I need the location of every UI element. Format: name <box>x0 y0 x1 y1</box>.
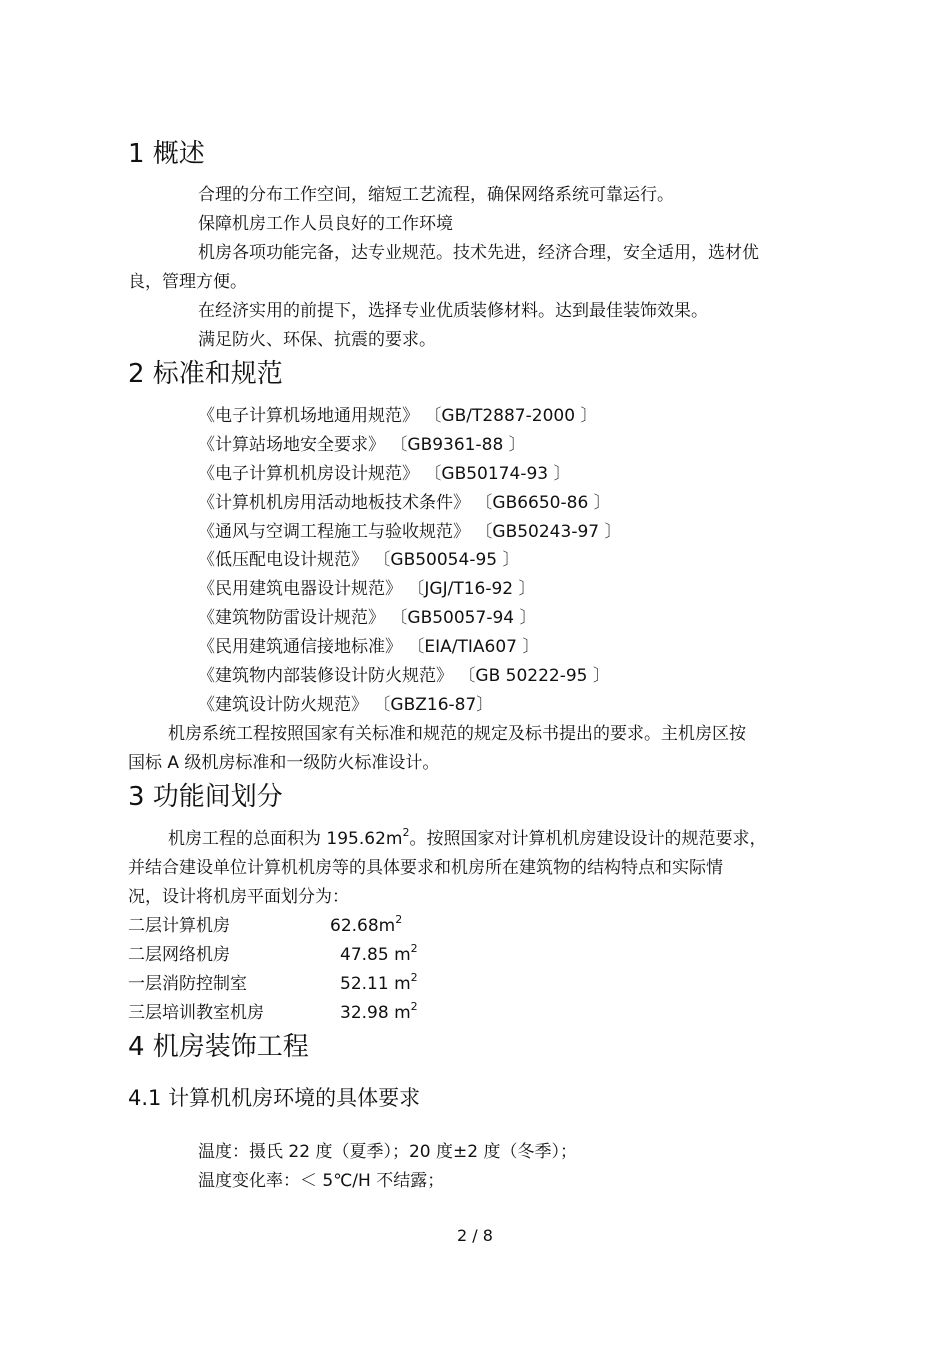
area-text: 机房工程的总面积为 195.62m <box>168 829 403 849</box>
paragraph-line: 并结合建设单位计算机机房等的具体要求和机房所在建筑物的结构特点和实际情 <box>128 858 723 878</box>
paragraph-line: 在经济实用的前提下，选择专业优质装修材料。达到最佳装饰效果。 <box>198 301 708 321</box>
subsection-4-1-heading: 4.1 计算机机房环境的具体要求 <box>128 1086 421 1110</box>
paragraph-line: 良，管理方便。 <box>128 272 247 292</box>
superscript: 2 <box>402 826 410 839</box>
room-area: 52.11 $m^2$ <box>340 971 418 994</box>
standard-item: 《计算机机房用活动地板技术条件》 〔GB6650-86 〕 <box>198 493 611 513</box>
room-area: $62.68m^2$ <box>330 913 403 936</box>
paragraph-line: 满足防火、环保、抗震的要求。 <box>198 330 436 350</box>
standard-item: 《建筑物防雷设计规范》 〔GB50057-94 〕 <box>198 608 537 628</box>
paragraph-line <box>168 828 766 850</box>
paragraph-line: 机房系统工程按照国家有关标准和规范的规定及标书提出的要求。主机房区按 <box>168 724 746 744</box>
room-name: 一层消防控制室 <box>128 974 247 994</box>
standard-item: 《建筑物内部装修设计防火规范》 〔GB 50222-95 〕 <box>198 666 610 686</box>
standard-item: 《民用建筑通信接地标准》 〔EIA/TIA607 〕 <box>198 637 540 657</box>
section-3-heading: 3 功能间划分 <box>128 782 283 812</box>
paragraph-line: 合理的分布工作空间，缩短工艺流程，确保网络系统可靠运行。 <box>198 185 674 205</box>
standard-item: 《计算站场地安全要求》 〔GB9361-88 〕 <box>198 435 526 455</box>
room-name: 二层计算机房 <box>128 916 230 936</box>
standard-item: 《民用建筑电器设计规范》 〔JGJ/T16-92 〕 <box>198 579 536 599</box>
standard-item: 《低压配电设计规范》 〔GB50054-95 〕 <box>198 550 520 570</box>
paragraph-line: 机房各项功能完备，达专业规范。技术先进，经济合理，安全适用，选材优 <box>198 243 759 263</box>
room-area: 32.98 $m^2$ <box>340 1000 418 1023</box>
page-number: 2 / 8 <box>457 1226 493 1245</box>
paragraph-line: 况，设计将机房平面划分为： <box>128 887 349 907</box>
standard-item: 《通风与空调工程施工与验收规范》 〔GB50243-97 〕 <box>198 522 622 542</box>
section-1-heading: 1 概述 <box>128 139 205 169</box>
standard-item: 《电子计算机机房设计规范》 〔GB50174-93 〕 <box>198 464 571 484</box>
section-2-heading: 2 标准和规范 <box>128 359 283 389</box>
room-area: 47.85 $m^2$ <box>340 942 418 965</box>
paragraph-line: 温度变化率：＜ 5℃/H 不结露； <box>198 1171 445 1191</box>
room-name: 二层网络机房 <box>128 945 230 965</box>
section-4-heading: 4 机房装饰工程 <box>128 1032 309 1062</box>
standard-item: 《电子计算机场地通用规范》 〔GB/T2887-2000 〕 <box>198 406 598 426</box>
standard-item: 《建筑设计防火规范》 〔GBZ16-87〕 <box>198 695 494 715</box>
paragraph-line: 温度：摄氏 22 度（夏季）；20 度±2 度（冬季）； <box>198 1142 577 1162</box>
area-text-continued: 。按照国家对计算机机房建设设计的规范要求， <box>409 829 767 849</box>
paragraph-line: 国标 A 级机房标准和一级防火标准设计。 <box>128 753 440 773</box>
room-name: 三层培训教室机房 <box>128 1003 264 1023</box>
paragraph-line: 保障机房工作人员良好的工作环境 <box>198 214 453 234</box>
